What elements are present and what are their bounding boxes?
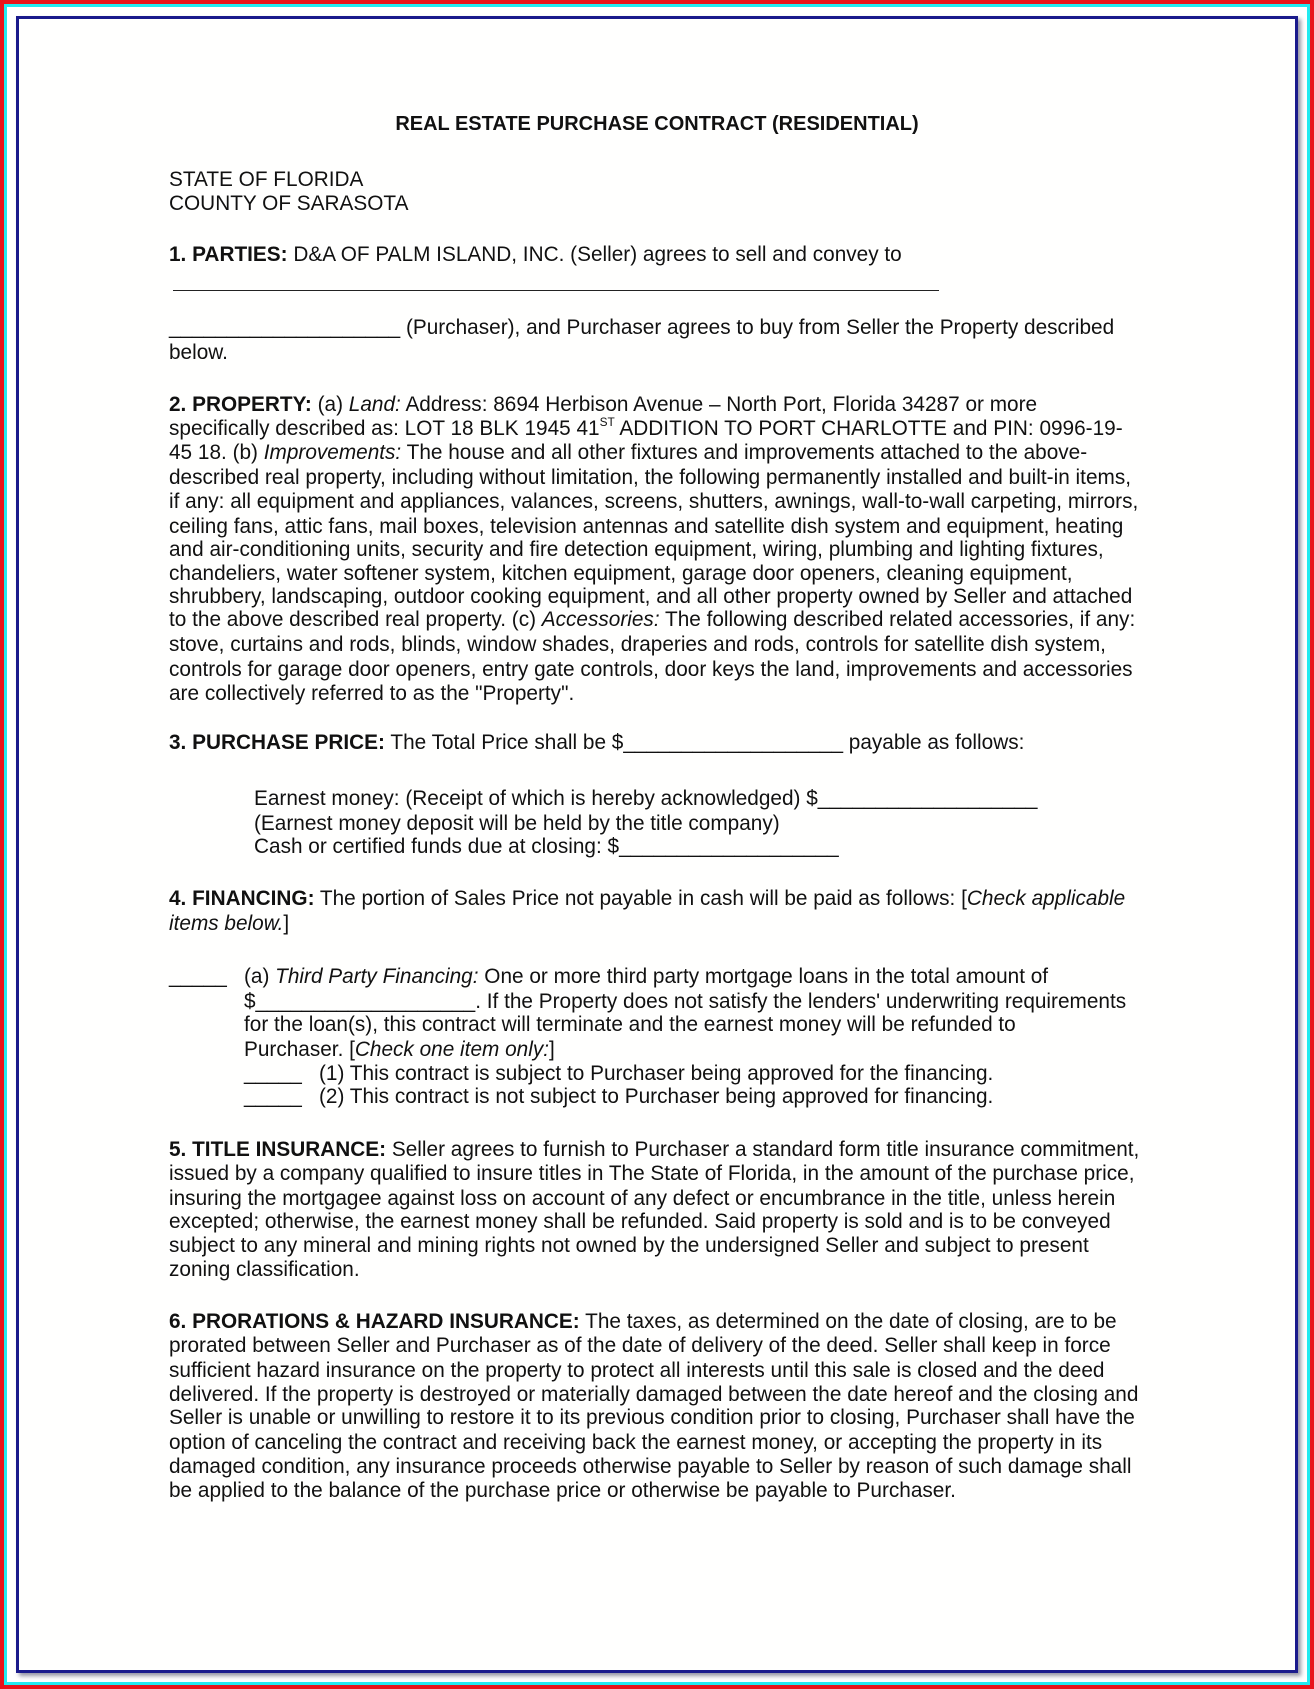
line-text: Earnest money: (Receipt of which is hereby acknowledged) $___________________ (254, 787, 1038, 810)
document-line (169, 1310, 1117, 1334)
line-text: (Earnest money deposit will be held by the title company) (254, 812, 780, 835)
document-line (169, 1455, 1131, 1479)
document-line (169, 633, 1106, 657)
document-line (319, 1085, 993, 1109)
line-text: Check applicable (966, 887, 1126, 910)
line-text: for the loan(s), this contract will terminate and the earnest money will be refunded to (244, 1013, 1016, 1036)
document-line (254, 812, 780, 836)
line-text: chandeliers, water softener system, kitchen equipment, garage door openers, cleaning equipment, (169, 562, 1073, 585)
line-text: are collectively referred to as the "Property". (169, 682, 575, 705)
document-line (169, 490, 1138, 514)
line-text: subject to any mineral and mining rights not owned by the undersigned Seller and subject to present (169, 1234, 1089, 1257)
document-line (169, 887, 1125, 911)
document-line (169, 243, 902, 267)
document-line (169, 731, 1024, 755)
document-line (169, 1162, 1135, 1186)
line-text: Cash or certified funds due at closing: $___________________ (254, 835, 839, 858)
line-text: The Total Price shall be $___________________ payable as follows: (384, 731, 1025, 754)
line-text: STATE OF FLORIDA (169, 168, 364, 191)
line-text: described real property, including without limitation, the following permanently installed and built-in items, (169, 466, 1131, 489)
line-text: The house and all other fixtures and improvements attached to the above- (401, 441, 1088, 464)
line-text: _____ (244, 1085, 302, 1108)
line-text: Check one item only: (354, 1038, 550, 1061)
line-text: COUNTY OF SARASOTA (169, 192, 409, 215)
document-line (169, 168, 363, 192)
document-line (169, 965, 227, 989)
line-text: (1) This contract is subject to Purchaser being approved for the financing. (319, 1062, 994, 1085)
line-text: D&A OF PALM ISLAND, INC. (Seller) agrees to sell and convey to (287, 243, 902, 266)
document-line (244, 1013, 1016, 1037)
line-text: ceiling fans, attic fans, mail boxes, television antennas and satellite dish system and equipment, heating (169, 515, 1124, 538)
document-line (169, 608, 1135, 632)
document-line (169, 1359, 1104, 1383)
line-text: (2) This contract is not subject to Purchaser being approved for financing. (319, 1085, 994, 1108)
line-text: to the above described real property. (c) (169, 608, 542, 631)
line-text: be applied to the balance of the purchase price or otherwise be payable to Purchaser. (169, 1479, 956, 1502)
document-line (244, 1038, 555, 1062)
line-text: 45 18. (b) (169, 441, 264, 464)
line-text: $___________________. If the Property does not satisfy the lenders' underwriting requirements (244, 990, 1127, 1013)
line-text: sufficient hazard insurance on the property to protect all interests until this sale is closed and the deed (169, 1359, 1105, 1382)
line-text: prorated between Seller and Purchaser as of the date of delivery of the deed. Seller shall keep in force (169, 1334, 1111, 1357)
document-line (244, 990, 1126, 1014)
line-text: ] (549, 1038, 555, 1061)
line-text: Third Party Financing: (275, 965, 479, 988)
line-text: _____ (244, 1062, 302, 1085)
document-line (244, 1062, 302, 1086)
line-text: controls for garage door openers, entry gate controls, door keys the land, improvements and accessories (169, 658, 1133, 681)
document-line (169, 1138, 1139, 1162)
document-line (169, 316, 1114, 340)
section-heading: 5. TITLE INSURANCE: (169, 1138, 387, 1161)
document-line (169, 912, 289, 936)
purchaser-name-blank-line (173, 290, 939, 291)
line-text: _____ (169, 965, 227, 988)
document-line (169, 682, 574, 706)
document-line (169, 562, 1073, 586)
document-line (169, 1258, 360, 1282)
section-heading: 1. PARTIES: (169, 243, 288, 266)
line-text: Improvements: (263, 441, 402, 464)
line-text: stove, curtains and rods, blinds, window shades, draperies and rods, controls for satellite dish system, (169, 633, 1106, 656)
document-line (169, 393, 1037, 417)
document-line (169, 585, 1132, 609)
document-line (169, 1234, 1089, 1258)
document-line (244, 1085, 302, 1109)
line-text: ADDITION TO PORT CHARLOTTE and PIN: 0996-19- (614, 417, 1123, 440)
section-heading: 3. PURCHASE PRICE: (169, 731, 385, 754)
line-text: shrubbery, landscaping, outdoor cooking equipment, and all other property owned by Seller and attached (169, 585, 1133, 608)
line-text: (a) (244, 965, 276, 988)
document-line (319, 1062, 993, 1086)
document-line (169, 538, 1104, 562)
line-text: Accessories: (541, 608, 660, 631)
line-text: specifically described as: LOT 18 BLK 1945 41 (169, 417, 600, 440)
document-title: REAL ESTATE PURCHASE CONTRACT (RESIDENTIAL) (395, 113, 919, 135)
document-line (244, 965, 1048, 989)
section-heading: 6. PRORATIONS & HAZARD INSURANCE: (169, 1310, 580, 1333)
document-line (254, 787, 1037, 811)
line-text: The taxes, as determined on the date of closing, are to be (579, 1310, 1117, 1333)
line-text: Purchaser. [ (244, 1038, 355, 1061)
document-line (169, 515, 1123, 539)
document-line (169, 1210, 1111, 1234)
line-text: delivered. If the property is destroyed or materially damaged between the date hereof and the closing and (169, 1383, 1139, 1406)
line-text: zoning classification. (169, 1258, 360, 1281)
document-line (169, 1334, 1111, 1358)
document-line (169, 1479, 956, 1503)
document-line (169, 1383, 1138, 1407)
line-text: below. (169, 341, 228, 364)
line-text: excepted; otherwise, the earnest money shall be refunded. Said property is sold and is to be conveyed (169, 1210, 1111, 1233)
line-text: ST (599, 415, 615, 429)
line-text: The portion of Sales Price not payable in cash will be paid as follows: [ (314, 887, 967, 910)
document-line (169, 1187, 1115, 1211)
line-text: Land: (348, 393, 401, 416)
line-text: items below. (169, 912, 284, 935)
line-text: issued by a company qualified to insure titles in The State of Florida, in the amount of the purchase price, (169, 1162, 1135, 1185)
line-text: ] (283, 912, 290, 935)
line-text: insuring the mortgagee against loss on account of any defect or encumbrance in the title, unless herein (169, 1187, 1116, 1210)
document-line (169, 466, 1131, 490)
line-text: if any: all equipment and appliances, valances, screens, shutters, awnings, wall-to-wall carpeting, mirrors, (169, 490, 1139, 513)
line-text: Seller is unable or unwilling to restore it to its previous condition prior to closing, Purchaser shall have the (169, 1406, 1135, 1429)
document-line (169, 1406, 1135, 1430)
document-line (169, 441, 1087, 465)
document-line (169, 1431, 1102, 1455)
line-text: Seller agrees to furnish to Purchaser a standard form title insurance commitment, (386, 1138, 1140, 1161)
line-text: Address: 8694 Herbison Avenue – North Port, Florida 34287 or more (400, 393, 1038, 416)
line-text: (a) (311, 393, 349, 416)
line-text: option of canceling the contract and receiving back the earnest money, or accepting the property in its (169, 1431, 1103, 1454)
document-line (169, 341, 228, 365)
document-line (169, 658, 1133, 682)
section-heading: 4. FINANCING: (169, 887, 315, 910)
section-heading: 2. PROPERTY: (169, 393, 312, 416)
line-text: and air-conditioning units, security and fire detection equipment, wiring, plumbing and lighting fixtures, (169, 538, 1104, 561)
document-line (169, 192, 408, 216)
line-text: ____________________ (Purchaser), and Purchaser agrees to buy from Seller the Property described (169, 316, 1115, 339)
line-text: One or more third party mortgage loans in the total amount of (478, 965, 1049, 988)
document-line (169, 417, 1123, 441)
document-line (254, 835, 839, 859)
line-text: The following described related accessories, if any: (659, 608, 1136, 631)
line-text: damaged condition, any insurance proceeds otherwise payable to Seller by reason of such damage shall (169, 1455, 1132, 1478)
